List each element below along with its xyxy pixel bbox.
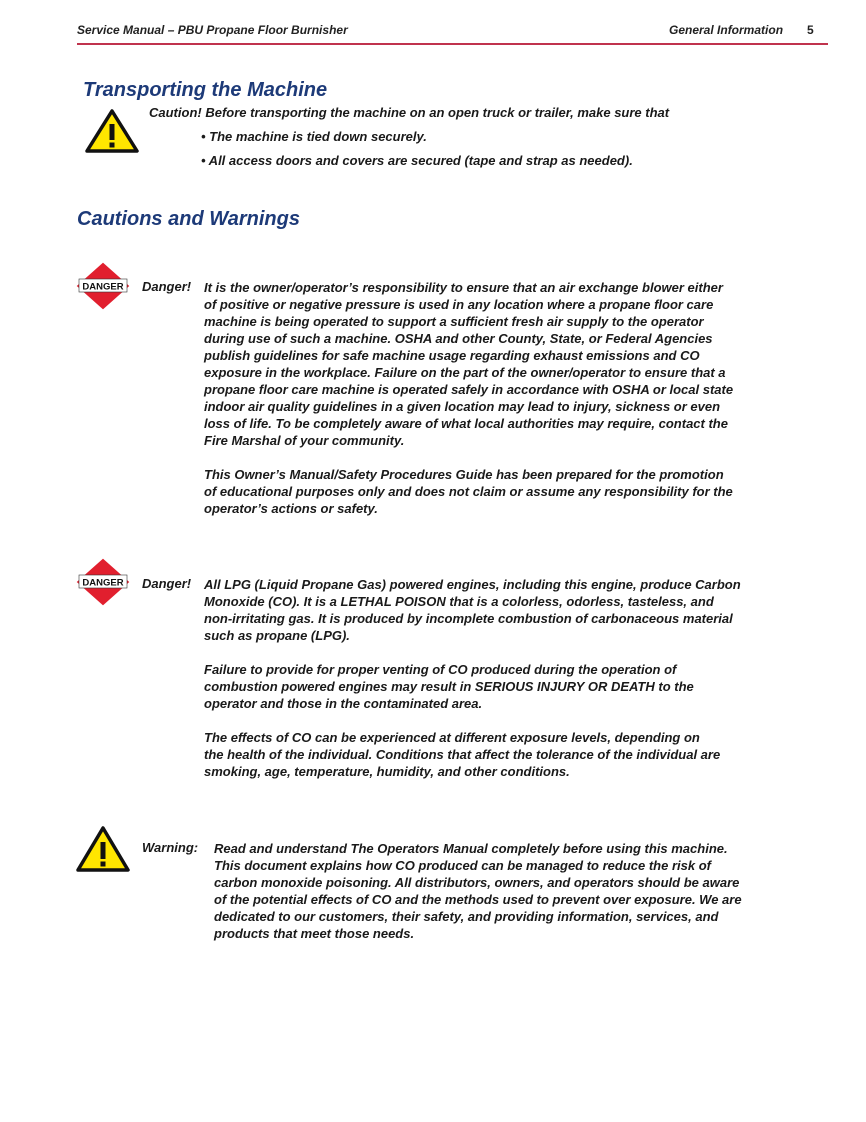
text-line: propane floor care machine is operated safely in accordance with OSHA or local state [204, 382, 734, 397]
paragraph [214, 840, 742, 942]
text-line: operator and those in the contaminated area. [204, 696, 483, 711]
text-line: Failure to provide for proper venting of CO produced during the operation of [204, 662, 677, 677]
text-line: exposure in the workplace. Failure on the part of the owner/operator to ensure that a [204, 365, 726, 380]
transport-bullet: • All access doors and covers are secured (tape and strap as needed). [201, 153, 633, 168]
warning-label: Warning: [142, 840, 199, 855]
paragraph [204, 279, 733, 449]
warning-icon [75, 825, 131, 873]
text-line: publish guidelines for safe machine usage regarding exhaust emissions and CO [204, 348, 700, 363]
text-line: of educational purposes only and does not claim or assume any responsibility for the [204, 484, 733, 499]
text-line: This document explains how CO produced can be managed to reduce the risk of [214, 858, 711, 873]
danger-badge-text: DANGER [82, 281, 124, 293]
transport-bullet: • The machine is tied down securely. [201, 129, 427, 144]
text-line: smoking, age, temperature, humidity, and other conditions. [204, 764, 570, 779]
paragraph [204, 661, 741, 712]
paragraph [204, 729, 741, 780]
caution-icon [84, 108, 140, 154]
text-line: carbon monoxide poisoning. All distributors, owners, and operators should be aware [214, 875, 740, 890]
danger-badge-text: DANGER [82, 577, 124, 589]
text-line: machine is being operated to support a sufficient fresh air supply to the operator [204, 314, 704, 329]
danger-2-text [204, 576, 741, 780]
transport-caution: Caution! Before transporting the machine on an open truck or trailer, make sure that [149, 105, 670, 120]
danger-icon [75, 261, 131, 311]
text-line: Monoxide (CO). It is a LETHAL POISON that is a colorless, odorless, tasteless, and [204, 594, 714, 609]
danger-label: Danger! [142, 576, 192, 591]
text-line: during use of such a machine. OSHA and other County, State, or Federal Agencies [204, 331, 713, 346]
text-line: It is the owner/operator’s responsibility to ensure that an air exchange blower either [204, 280, 723, 295]
text-line: products that meet those needs. [214, 926, 415, 941]
text-line: This Owner’s Manual/Safety Procedures Guide has been prepared for the promotion [204, 467, 724, 482]
page-number: 5 [807, 23, 814, 37]
text-line: All LPG (Liquid Propane Gas) powered engines, including this engine, produce Carbon [204, 577, 741, 592]
warning-text [214, 840, 742, 942]
danger-icon [75, 557, 131, 607]
danger-label: Danger! [142, 279, 192, 294]
text-line: Fire Marshal of your community. [204, 433, 405, 448]
text-line: dedicated to our customers, their safety, and providing information, services, and [214, 909, 719, 924]
text-line: of the potential effects of CO and the methods used to prevent over exposure. We are [214, 892, 742, 907]
text-line: combustion powered engines may result in SERIOUS INJURY OR DEATH to the [204, 679, 694, 694]
running-header-title: Service Manual – PBU Propane Floor Burnisher [77, 23, 348, 37]
text-line: The effects of CO can be experienced at different exposure levels, depending on [204, 730, 700, 745]
text-line: loss of life. To be completely aware of what local authorities may require, contact the [204, 416, 728, 431]
text-line: such as propane (LPG). [204, 628, 350, 643]
paragraph [204, 466, 733, 517]
section-title-transport: Transporting the Machine [83, 79, 328, 101]
text-line: operator’s actions or safety. [204, 501, 378, 516]
text-line: Read and understand The Operators Manual completely before using this machine. [214, 841, 728, 856]
danger-1-text [204, 279, 733, 517]
text-line: non-irritating gas. It is produced by incomplete combustion of carbonaceous material [204, 611, 733, 626]
section-title-cautions: Cautions and Warnings [77, 208, 300, 230]
text-line: the health of the individual. Conditions that affect the tolerance of the individual are [204, 747, 721, 762]
header-rule [77, 43, 828, 45]
text-line: indoor air quality guidelines in a given location may lead to injury, sickness or even [204, 399, 721, 414]
paragraph [204, 576, 741, 644]
text-line: of positive or negative pressure is used in any location where a propane floor care [204, 297, 714, 312]
running-header-section: General Information [669, 23, 784, 37]
